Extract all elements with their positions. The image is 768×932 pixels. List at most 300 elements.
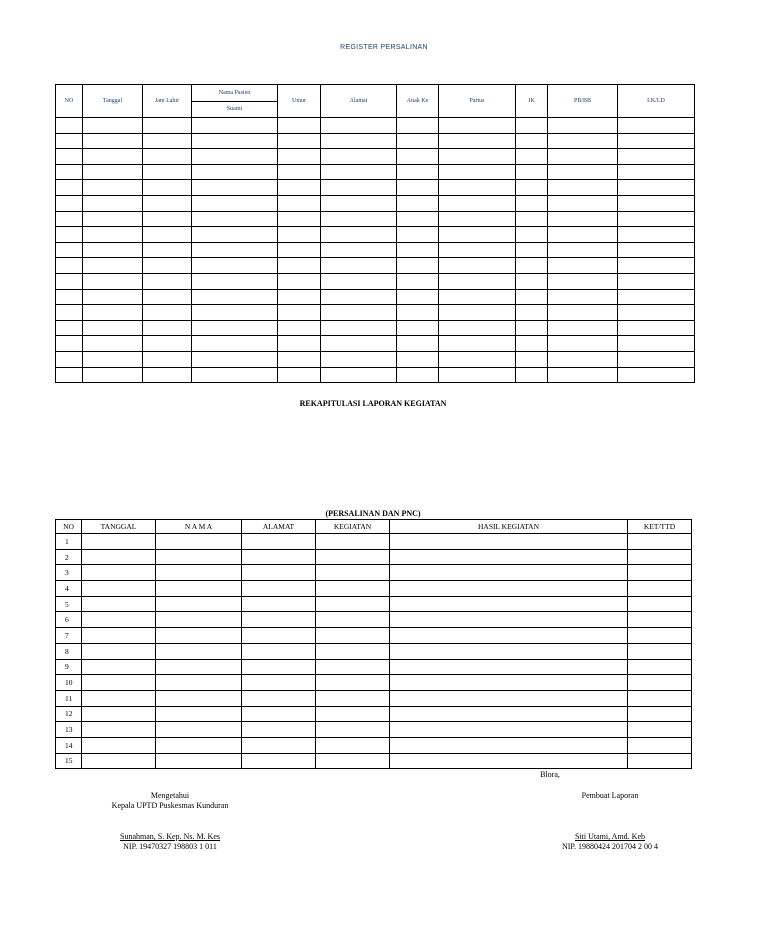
- rekap-cell[interactable]: [390, 753, 628, 769]
- register-cell[interactable]: [278, 118, 321, 134]
- rekap-cell[interactable]: [316, 534, 390, 550]
- register-cell[interactable]: [192, 164, 278, 180]
- register-cell[interactable]: [516, 273, 548, 289]
- rekap-cell[interactable]: [628, 753, 692, 769]
- rekap-cell[interactable]: [82, 565, 156, 581]
- rekap-cell[interactable]: [316, 675, 390, 691]
- register-cell[interactable]: [56, 211, 83, 227]
- rekap-cell[interactable]: [156, 706, 242, 722]
- register-cell[interactable]: [321, 320, 397, 336]
- register-cell[interactable]: [516, 289, 548, 305]
- rekap-cell[interactable]: [628, 549, 692, 565]
- register-cell[interactable]: [321, 211, 397, 227]
- register-cell[interactable]: [618, 305, 695, 321]
- register-cell[interactable]: [321, 273, 397, 289]
- register-cell[interactable]: [321, 195, 397, 211]
- rekap-cell[interactable]: [316, 659, 390, 675]
- register-cell[interactable]: [83, 367, 143, 383]
- rekap-cell[interactable]: [82, 581, 156, 597]
- register-cell[interactable]: [516, 211, 548, 227]
- register-cell[interactable]: [56, 367, 83, 383]
- register-cell[interactable]: [439, 149, 516, 165]
- register-cell[interactable]: [278, 258, 321, 274]
- rekap-cell[interactable]: [316, 596, 390, 612]
- rekap-cell[interactable]: [390, 565, 628, 581]
- register-cell[interactable]: [192, 351, 278, 367]
- register-cell[interactable]: [192, 289, 278, 305]
- register-cell[interactable]: [439, 320, 516, 336]
- register-cell[interactable]: [516, 258, 548, 274]
- register-cell[interactable]: [83, 289, 143, 305]
- register-cell[interactable]: [143, 320, 192, 336]
- rekap-cell[interactable]: [316, 643, 390, 659]
- register-cell[interactable]: [439, 289, 516, 305]
- register-cell[interactable]: [83, 273, 143, 289]
- register-row: [56, 351, 695, 367]
- register-cell[interactable]: [321, 351, 397, 367]
- register-cell[interactable]: [516, 336, 548, 352]
- register-cell[interactable]: [397, 180, 439, 196]
- register-cell[interactable]: [143, 367, 192, 383]
- register-cell[interactable]: [548, 133, 618, 149]
- rekap-row-number: 10: [56, 675, 82, 691]
- register-cell[interactable]: [397, 118, 439, 134]
- rekap-cell[interactable]: [390, 596, 628, 612]
- register-cell[interactable]: [143, 242, 192, 258]
- register-cell[interactable]: [143, 258, 192, 274]
- register-cell[interactable]: [548, 149, 618, 165]
- rekap-cell[interactable]: [390, 659, 628, 675]
- rekap-cell[interactable]: [242, 643, 316, 659]
- register-cell[interactable]: [439, 367, 516, 383]
- register-cell[interactable]: [439, 211, 516, 227]
- register-cell[interactable]: [143, 289, 192, 305]
- register-cell[interactable]: [56, 133, 83, 149]
- register-cell[interactable]: [83, 305, 143, 321]
- rekap-cell[interactable]: [390, 722, 628, 738]
- register-cell[interactable]: [143, 164, 192, 180]
- rekap-cell[interactable]: [242, 534, 316, 550]
- register-cell[interactable]: [192, 195, 278, 211]
- register-cell[interactable]: [516, 149, 548, 165]
- rekap-cell[interactable]: [628, 706, 692, 722]
- register-cell[interactable]: [321, 242, 397, 258]
- register-cell[interactable]: [56, 289, 83, 305]
- register-cell[interactable]: [439, 164, 516, 180]
- register-cell[interactable]: [439, 195, 516, 211]
- rekap-cell[interactable]: [82, 690, 156, 706]
- rekap-cell[interactable]: [316, 690, 390, 706]
- register-cell[interactable]: [278, 289, 321, 305]
- register-cell[interactable]: [278, 180, 321, 196]
- rekap-cell[interactable]: [316, 612, 390, 628]
- register-cell[interactable]: [618, 258, 695, 274]
- rekap-cell[interactable]: [390, 737, 628, 753]
- register-cell[interactable]: [618, 367, 695, 383]
- rekap-cell[interactable]: [242, 596, 316, 612]
- rekap-cell[interactable]: [316, 581, 390, 597]
- register-cell[interactable]: [83, 195, 143, 211]
- register-cell[interactable]: [143, 118, 192, 134]
- rekap-cell[interactable]: [242, 612, 316, 628]
- register-cell[interactable]: [516, 195, 548, 211]
- rekap-cell[interactable]: [390, 581, 628, 597]
- register-cell[interactable]: [192, 242, 278, 258]
- register-cell[interactable]: [439, 227, 516, 243]
- rekap-cell[interactable]: [628, 722, 692, 738]
- rekap-cell[interactable]: [242, 549, 316, 565]
- register-cell[interactable]: [397, 336, 439, 352]
- register-cell[interactable]: [618, 118, 695, 134]
- register-cell[interactable]: [548, 336, 618, 352]
- register-cell[interactable]: [618, 180, 695, 196]
- register-cell[interactable]: [516, 180, 548, 196]
- register-cell[interactable]: [516, 320, 548, 336]
- header-jam-lahir: Jam Lahir: [143, 85, 192, 118]
- register-cell[interactable]: [548, 351, 618, 367]
- rekap-cell[interactable]: [82, 675, 156, 691]
- register-cell[interactable]: [618, 227, 695, 243]
- rekap-cell[interactable]: [390, 549, 628, 565]
- register-cell[interactable]: [548, 305, 618, 321]
- register-cell[interactable]: [439, 180, 516, 196]
- rekap-cell[interactable]: [628, 565, 692, 581]
- rekap-cell[interactable]: [628, 581, 692, 597]
- rekap-row-number: 2: [56, 549, 82, 565]
- rekap-cell[interactable]: [242, 722, 316, 738]
- rekap-row-number: 13: [56, 722, 82, 738]
- register-cell[interactable]: [83, 320, 143, 336]
- register-cell[interactable]: [516, 351, 548, 367]
- register-cell[interactable]: [516, 118, 548, 134]
- register-cell[interactable]: [192, 273, 278, 289]
- register-row: [56, 195, 695, 211]
- rekap-cell[interactable]: [156, 581, 242, 597]
- register-cell[interactable]: [192, 258, 278, 274]
- rekap-cell[interactable]: [390, 643, 628, 659]
- register-cell[interactable]: [321, 133, 397, 149]
- register-cell[interactable]: [516, 227, 548, 243]
- register-cell[interactable]: [83, 118, 143, 134]
- register-cell[interactable]: [548, 195, 618, 211]
- register-cell[interactable]: [56, 258, 83, 274]
- register-row: [56, 149, 695, 165]
- register-cell[interactable]: [83, 133, 143, 149]
- rekap-cell[interactable]: [390, 690, 628, 706]
- rekap-cell[interactable]: [390, 706, 628, 722]
- register-cell[interactable]: [278, 195, 321, 211]
- rekap-cell[interactable]: [242, 659, 316, 675]
- footer-left-line2: Kepala UPTD Puskesmas Kunduran: [111, 801, 229, 810]
- rekap-cell[interactable]: [628, 612, 692, 628]
- register-row: [56, 118, 695, 134]
- rekap-cell[interactable]: [242, 581, 316, 597]
- rekap-cell[interactable]: [390, 534, 628, 550]
- rekap-cell[interactable]: [316, 706, 390, 722]
- rekap-cell[interactable]: [156, 643, 242, 659]
- register-cell[interactable]: [439, 351, 516, 367]
- rekap-cell[interactable]: [390, 628, 628, 644]
- register-cell[interactable]: [321, 118, 397, 134]
- rekap-cell[interactable]: [316, 753, 390, 769]
- register-cell[interactable]: [397, 289, 439, 305]
- rekap-cell[interactable]: [82, 659, 156, 675]
- register-cell[interactable]: [618, 320, 695, 336]
- register-cell[interactable]: [278, 149, 321, 165]
- rekap-cell[interactable]: [316, 737, 390, 753]
- register-cell[interactable]: [618, 289, 695, 305]
- rekap-cell[interactable]: [82, 722, 156, 738]
- register-cell[interactable]: [143, 351, 192, 367]
- register-cell[interactable]: [439, 305, 516, 321]
- rekap-cell[interactable]: [156, 737, 242, 753]
- register-cell[interactable]: [321, 305, 397, 321]
- rekap-cell[interactable]: [82, 612, 156, 628]
- register-cell[interactable]: [321, 367, 397, 383]
- register-cell[interactable]: [143, 195, 192, 211]
- rekap-row-number: 12: [56, 706, 82, 722]
- rekap-cell[interactable]: [242, 737, 316, 753]
- rekap-row: [56, 722, 692, 738]
- rekap-cell[interactable]: [242, 675, 316, 691]
- register-cell[interactable]: [548, 242, 618, 258]
- register-cell[interactable]: [83, 227, 143, 243]
- register-cell[interactable]: [143, 133, 192, 149]
- register-cell[interactable]: [321, 164, 397, 180]
- register-cell[interactable]: [56, 273, 83, 289]
- register-cell[interactable]: [439, 133, 516, 149]
- register-cell[interactable]: [397, 227, 439, 243]
- rekap-cell[interactable]: [156, 722, 242, 738]
- register-cell[interactable]: [192, 211, 278, 227]
- rekap-cell[interactable]: [316, 628, 390, 644]
- register-cell[interactable]: [397, 273, 439, 289]
- register-cell[interactable]: [83, 211, 143, 227]
- register-cell[interactable]: [397, 367, 439, 383]
- register-cell[interactable]: [321, 336, 397, 352]
- rekap-cell[interactable]: [156, 690, 242, 706]
- register-cell[interactable]: [618, 164, 695, 180]
- register-cell[interactable]: [83, 149, 143, 165]
- register-cell[interactable]: [83, 336, 143, 352]
- register-cell[interactable]: [278, 133, 321, 149]
- rekap-cell[interactable]: [82, 534, 156, 550]
- register-cell[interactable]: [516, 242, 548, 258]
- register-cell[interactable]: [439, 336, 516, 352]
- register-cell[interactable]: [56, 227, 83, 243]
- register-cell[interactable]: [618, 133, 695, 149]
- register-cell[interactable]: [439, 273, 516, 289]
- register-cell[interactable]: [278, 227, 321, 243]
- rekap-cell[interactable]: [82, 549, 156, 565]
- register-cell[interactable]: [192, 133, 278, 149]
- rekap-cell[interactable]: [82, 596, 156, 612]
- register-cell[interactable]: [397, 258, 439, 274]
- register-cell[interactable]: [548, 289, 618, 305]
- rekap-header-tanggal: TANGGAL: [82, 520, 156, 534]
- register-cell[interactable]: [618, 149, 695, 165]
- register-cell[interactable]: [143, 227, 192, 243]
- rekap-cell[interactable]: [156, 628, 242, 644]
- register-cell[interactable]: [83, 242, 143, 258]
- register-cell[interactable]: [56, 164, 83, 180]
- register-cell[interactable]: [192, 336, 278, 352]
- rekap-cell[interactable]: [242, 565, 316, 581]
- rekap-cell[interactable]: [82, 753, 156, 769]
- register-cell[interactable]: [397, 351, 439, 367]
- register-cell[interactable]: [278, 242, 321, 258]
- register-row: [56, 164, 695, 180]
- register-cell[interactable]: [192, 180, 278, 196]
- rekap-header-kegiatan: KEGIATAN: [316, 520, 390, 534]
- register-cell[interactable]: [83, 180, 143, 196]
- register-cell[interactable]: [56, 336, 83, 352]
- register-cell[interactable]: [143, 305, 192, 321]
- rekap-row-number: 9: [56, 659, 82, 675]
- register-cell[interactable]: [56, 195, 83, 211]
- rekap-cell[interactable]: [156, 549, 242, 565]
- rekap-cell[interactable]: [628, 596, 692, 612]
- rekap-cell[interactable]: [242, 753, 316, 769]
- rekap-cell[interactable]: [628, 534, 692, 550]
- register-cell[interactable]: [143, 149, 192, 165]
- rekap-cell[interactable]: [156, 753, 242, 769]
- rekap-cell[interactable]: [242, 628, 316, 644]
- register-cell[interactable]: [439, 242, 516, 258]
- rekap-cell[interactable]: [156, 612, 242, 628]
- rekap-cell[interactable]: [390, 675, 628, 691]
- register-cell[interactable]: [56, 180, 83, 196]
- register-cell[interactable]: [548, 367, 618, 383]
- register-cell[interactable]: [321, 180, 397, 196]
- register-cell[interactable]: [548, 118, 618, 134]
- header-alamat: Alamat: [321, 85, 397, 118]
- register-cell[interactable]: [397, 242, 439, 258]
- register-cell[interactable]: [548, 164, 618, 180]
- register-row: [56, 133, 695, 149]
- rekap-cell[interactable]: [628, 628, 692, 644]
- rekap-cell[interactable]: [316, 549, 390, 565]
- rekap-row-number: 11: [56, 690, 82, 706]
- register-cell[interactable]: [56, 242, 83, 258]
- register-cell[interactable]: [439, 118, 516, 134]
- register-cell[interactable]: [56, 118, 83, 134]
- register-cell[interactable]: [548, 180, 618, 196]
- register-cell[interactable]: [192, 227, 278, 243]
- register-cell[interactable]: [548, 211, 618, 227]
- register-row: [56, 258, 695, 274]
- register-cell[interactable]: [548, 258, 618, 274]
- register-cell[interactable]: [321, 149, 397, 165]
- rekap-cell[interactable]: [316, 565, 390, 581]
- register-cell[interactable]: [56, 305, 83, 321]
- register-cell[interactable]: [278, 164, 321, 180]
- register-cell[interactable]: [83, 258, 143, 274]
- register-cell[interactable]: [56, 351, 83, 367]
- register-cell[interactable]: [143, 180, 192, 196]
- register-cell[interactable]: [397, 320, 439, 336]
- register-cell[interactable]: [192, 367, 278, 383]
- register-cell[interactable]: [548, 227, 618, 243]
- register-cell[interactable]: [397, 195, 439, 211]
- register-cell[interactable]: [278, 320, 321, 336]
- rekap-subtitle: (PERSALINAN DAN PNC): [325, 509, 421, 518]
- register-cell[interactable]: [516, 367, 548, 383]
- register-cell[interactable]: [618, 336, 695, 352]
- register-cell[interactable]: [618, 351, 695, 367]
- register-cell[interactable]: [143, 211, 192, 227]
- register-row: [56, 305, 695, 321]
- register-cell[interactable]: [192, 118, 278, 134]
- register-cell[interactable]: [192, 305, 278, 321]
- register-cell[interactable]: [548, 273, 618, 289]
- register-cell[interactable]: [278, 336, 321, 352]
- footer-right-nip: NIP. 19880424 201704 2 00 4: [561, 842, 658, 851]
- rekap-cell[interactable]: [242, 690, 316, 706]
- register-cell[interactable]: [143, 336, 192, 352]
- rekap-cell[interactable]: [156, 659, 242, 675]
- rekap-cell[interactable]: [82, 643, 156, 659]
- register-cell[interactable]: [397, 164, 439, 180]
- register-cell[interactable]: [397, 149, 439, 165]
- rekap-cell[interactable]: [156, 565, 242, 581]
- rekap-cell[interactable]: [242, 706, 316, 722]
- register-cell[interactable]: [397, 211, 439, 227]
- register-cell[interactable]: [321, 258, 397, 274]
- register-cell[interactable]: [192, 320, 278, 336]
- rekap-cell[interactable]: [390, 612, 628, 628]
- register-cell[interactable]: [143, 273, 192, 289]
- register-cell[interactable]: [83, 351, 143, 367]
- register-cell[interactable]: [278, 273, 321, 289]
- register-cell[interactable]: [618, 273, 695, 289]
- register-cell[interactable]: [56, 149, 83, 165]
- register-cell[interactable]: [278, 351, 321, 367]
- rekap-cell[interactable]: [156, 534, 242, 550]
- register-cell[interactable]: [321, 289, 397, 305]
- register-cell[interactable]: [192, 149, 278, 165]
- register-cell[interactable]: [516, 305, 548, 321]
- rekap-cell[interactable]: [628, 675, 692, 691]
- rekap-cell[interactable]: [628, 737, 692, 753]
- register-cell[interactable]: [618, 195, 695, 211]
- register-cell[interactable]: [548, 320, 618, 336]
- rekap-cell[interactable]: [316, 722, 390, 738]
- rekap-cell[interactable]: [628, 659, 692, 675]
- rekap-cell[interactable]: [156, 596, 242, 612]
- register-cell[interactable]: [397, 305, 439, 321]
- register-row: [56, 227, 695, 243]
- register-cell[interactable]: [516, 164, 548, 180]
- register-cell[interactable]: [439, 258, 516, 274]
- rekap-cell[interactable]: [628, 690, 692, 706]
- rekap-cell[interactable]: [156, 675, 242, 691]
- register-cell[interactable]: [56, 320, 83, 336]
- rekap-cell[interactable]: [82, 706, 156, 722]
- register-cell[interactable]: [278, 367, 321, 383]
- register-cell[interactable]: [516, 133, 548, 149]
- register-cell[interactable]: [321, 227, 397, 243]
- register-cell[interactable]: [618, 211, 695, 227]
- rekap-cell[interactable]: [82, 737, 156, 753]
- rekap-cell[interactable]: [628, 643, 692, 659]
- register-cell[interactable]: [618, 242, 695, 258]
- register-cell[interactable]: [83, 164, 143, 180]
- register-cell[interactable]: [397, 133, 439, 149]
- register-cell[interactable]: [278, 305, 321, 321]
- rekap-cell[interactable]: [82, 628, 156, 644]
- register-cell[interactable]: [278, 211, 321, 227]
